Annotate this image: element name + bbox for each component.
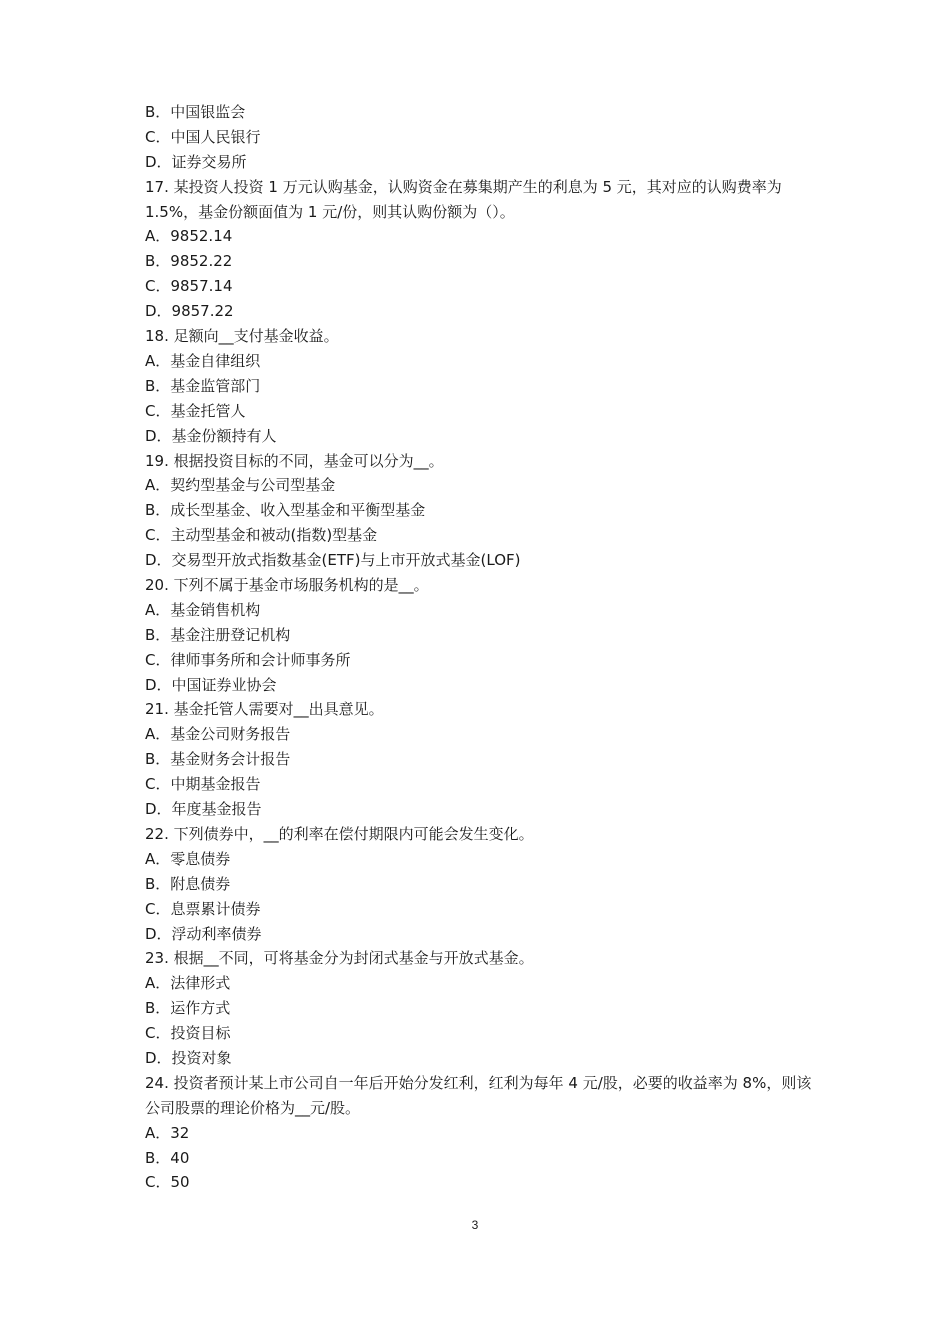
question-19: 19. 根据投资目标的不同，基金可以分为__。 [145,451,444,470]
answer-option: D．交易型开放式指数基金(ETF)与上市开放式基金(LOF) [145,551,521,570]
answer-option: A．法律形式 [145,974,231,993]
question-24: 24. 投资者预计某上市公司自一年后开始分发红利，红利为每年 4 元/股，必要的收益率为 8%，则该公司股票的理论价格为__元/股。 [145,1073,812,1117]
question-21: 21. 基金托管人需要对__出具意见。 [145,700,384,719]
answer-option: C．基金托管人 [145,401,246,420]
answer-option: B．成长型基金、收入型基金和平衡型基金 [145,501,426,520]
question-20: 20. 下列不属于基金市场服务机构的是__。 [145,575,429,594]
question-18: 18. 足额向__支付基金收益。 [145,327,339,346]
answer-option: D．基金份额持有人 [145,426,277,445]
answer-option: C．中期基金报告 [145,775,261,794]
answer-option: A．基金销售机构 [145,600,261,619]
answer-option: C．50 [145,1173,190,1192]
answer-option: C．投资目标 [145,1024,231,1043]
answer-option: A．零息债券 [145,849,231,868]
answer-option: D．中国证券业协会 [145,675,277,694]
answer-option: A．基金公司财务报告 [145,725,291,744]
question-22: 22. 下列债券中，__的利率在偿付期限内可能会发生变化。 [145,824,534,843]
answer-option: B．运作方式 [145,999,231,1018]
answer-option: B．附息债券 [145,874,231,893]
answer-option: D．浮动利率债券 [145,924,262,943]
answer-option: D．证券交易所 [145,152,247,171]
answer-option: A．9852.14 [145,227,233,246]
answer-option: A．契约型基金与公司型基金 [145,476,336,495]
answer-option: D．9857.22 [145,302,234,321]
answer-option: B．9852.22 [145,252,233,271]
answer-option: D．投资对象 [145,1048,232,1067]
answer-option: B．40 [145,1148,190,1167]
document-body [145,100,815,1195]
answer-option: A．基金自律组织 [145,351,261,370]
answer-option: B．基金监管部门 [145,376,261,395]
answer-option: C．9857.14 [145,277,233,296]
question-17: 17. 某投资人投资 1 万元认购基金，认购资金在募集期产生的利息为 5 元，其对应的认购费率为 1.5%，基金份额面值为 1 元/份，则其认购份额为（）。 [145,177,782,221]
answer-option: C．中国人民银行 [145,127,261,146]
answer-option: C．息票累计债券 [145,899,261,918]
answer-option: B．基金注册登记机构 [145,625,291,644]
answer-option: C．主动型基金和被动(指数)型基金 [145,526,378,545]
page-number: 3 [471,1218,479,1232]
answer-option: B．基金财务会计报告 [145,750,291,769]
answer-option: D．年度基金报告 [145,800,262,819]
answer-option: A．32 [145,1123,190,1142]
answer-option: C．律师事务所和会计师事务所 [145,650,351,669]
answer-option: B．中国银监会 [145,103,246,121]
question-23: 23. 根据__不同，可将基金分为封闭式基金与开放式基金。 [145,949,534,968]
